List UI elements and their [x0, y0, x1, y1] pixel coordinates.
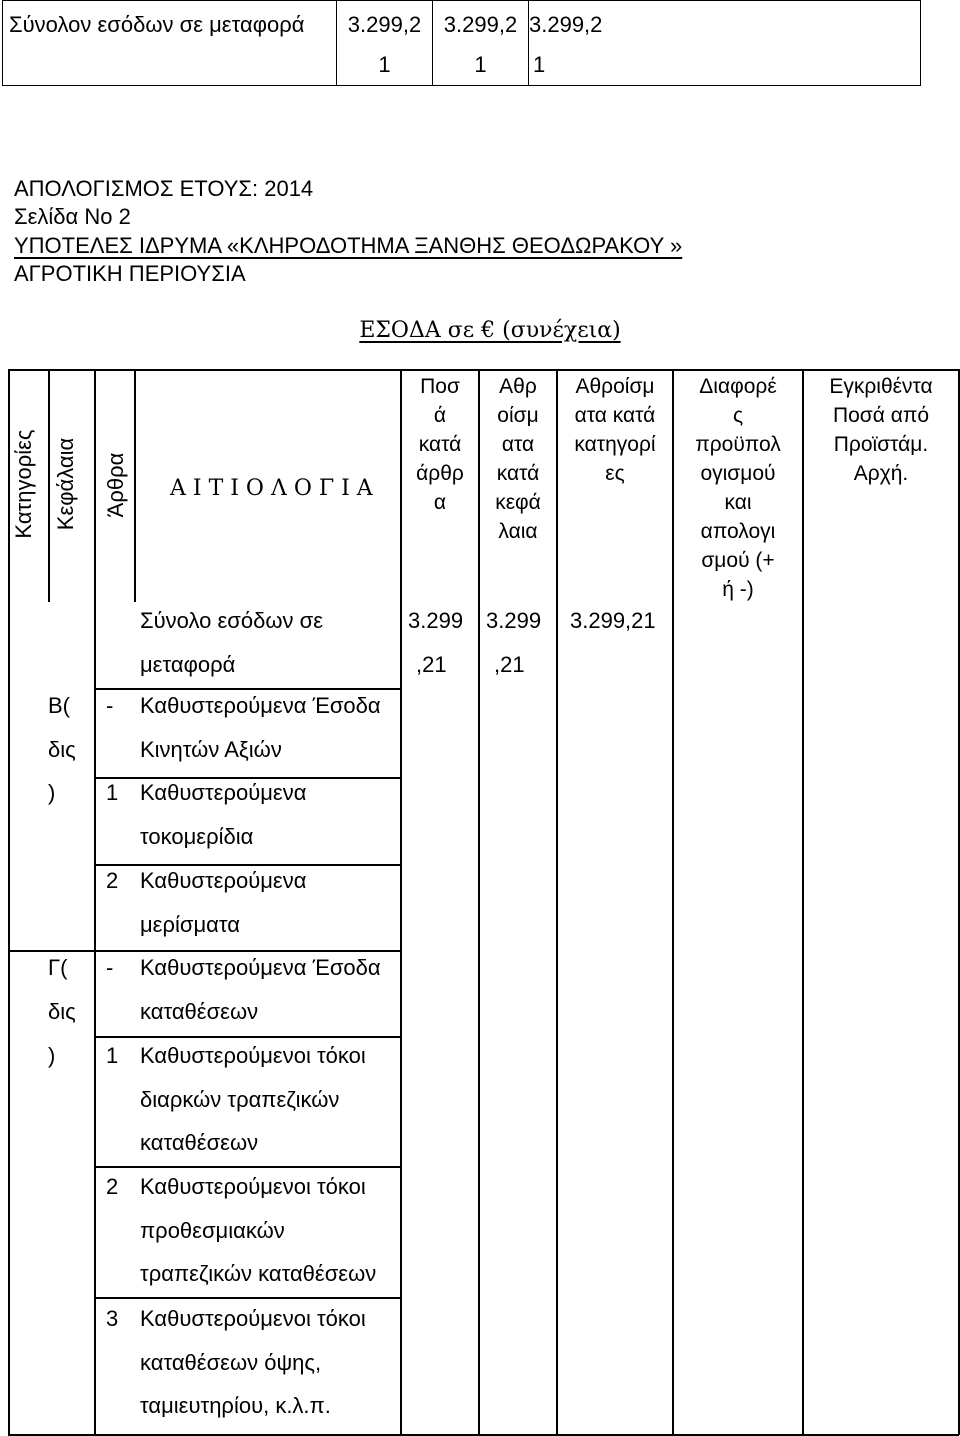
col-divider — [400, 369, 402, 1435]
col-divider — [802, 369, 804, 1435]
total-row-amount: 3.299 ,21 — [408, 608, 464, 677]
header-categories: Κατηγορίες — [11, 429, 36, 539]
total-row-category-sum: 3.299,21 — [570, 608, 656, 633]
col-divider — [958, 369, 960, 1435]
header-approved-amounts: Εγκριθέντα Ποσά από Προϊστάμ. Αρχή. — [829, 375, 933, 485]
article-reason: Καθυστερούμενα τοκομερίδια — [140, 780, 307, 849]
report-title: ΑΠΟΛΟΓΙΣΜΟΣ ΕΤΟΥΣ: 2014 — [14, 176, 314, 201]
table-top-border — [8, 369, 959, 371]
col-divider — [94, 369, 96, 1435]
carry-over-value-2: 3.299,2 1 — [433, 1, 529, 86]
article-number: - — [106, 693, 114, 718]
entity-name: ΥΠΟΤΕΛΕΣ ΙΔΡΥΜΑ «ΚΛΗΡΟΔΟΤΗΜΑ ΞΑΝΘΗΣ ΘΕΟΔΩΡΑΚΟΥ » — [14, 233, 683, 258]
header-amount-per-article: Ποσ ά κατά άρθρ α — [416, 375, 464, 514]
article-reason: Καθυστερούμενοι τόκοι διαρκών τραπεζικών καταθέσεων — [140, 1043, 366, 1155]
col-divider — [8, 369, 10, 1435]
article-number: 1 — [106, 1043, 119, 1068]
col-divider — [48, 369, 50, 602]
article-reason: Καθυστερούμενα μερίσματα — [140, 868, 307, 937]
article-number: 2 — [106, 1174, 119, 1199]
article-number: 2 — [106, 868, 119, 893]
section-title: ΕΣΟΔΑ σε € (συνέχεια) — [359, 318, 621, 343]
header-chapters: Κεφάλαια — [53, 437, 78, 531]
header-budget-difference: Διαφορέ ς προϋπολ ογισμού και απολογι σμού (+ ή -) — [695, 375, 781, 601]
category-g-bis-label: Γ( δις — [48, 955, 76, 1024]
article-number: 3 — [106, 1306, 119, 1331]
carry-over-label: Σύνολον εσόδων σε μεταφορά — [3, 1, 337, 86]
col-divider — [134, 369, 136, 602]
carry-over-value-3: 3.299,2 1 — [529, 1, 921, 86]
page-number: Σελίδα Νο 2 — [14, 204, 131, 229]
article-reason: Καθυστερούμενα Έσοδα Κινητών Αξιών — [140, 693, 381, 762]
table-bottom-border — [8, 1434, 959, 1436]
category-g-bis-close: ) — [48, 1043, 56, 1068]
carry-over-value-1: 3.299,2 1 — [337, 1, 433, 86]
article-number: - — [106, 955, 114, 980]
header-articles: Άρθρα — [103, 452, 128, 518]
total-row-chapter-sum: 3.299 ,21 — [486, 608, 542, 677]
category-b-bis-close: ) — [48, 780, 56, 805]
header-reason: Α Ι Τ Ι Ο Λ Ο Γ Ι Α — [170, 476, 373, 501]
header-sums-per-category: Αθροίσμ ατα κατά κατηγορί ες — [574, 375, 656, 485]
col-divider — [556, 369, 558, 1435]
header-sums-per-chapter: Αθρ οίσμ ατα κατά κεφά λαια — [495, 375, 541, 543]
document-subtitle: ΑΓΡΟΤΙΚΗ ΠΕΡΙΟΥΣΙΑ — [14, 261, 246, 286]
article-reason: Καθυστερούμενοι τόκοι καταθέσεων όψης, ταμιευτηρίου, κ.λ.π. — [140, 1306, 366, 1418]
article-reason: Καθυστερούμενοι τόκοι προθεσμιακών τραπεζικών καταθέσεων — [140, 1174, 377, 1286]
article-reason: Καθυστερούμενα Έσοδα καταθέσεων — [140, 955, 381, 1024]
article-number: 1 — [106, 780, 119, 805]
total-row-reason: Σύνολο εσόδων σε μεταφορά — [140, 608, 324, 677]
category-b-bis-label: Β( δις — [48, 693, 76, 762]
